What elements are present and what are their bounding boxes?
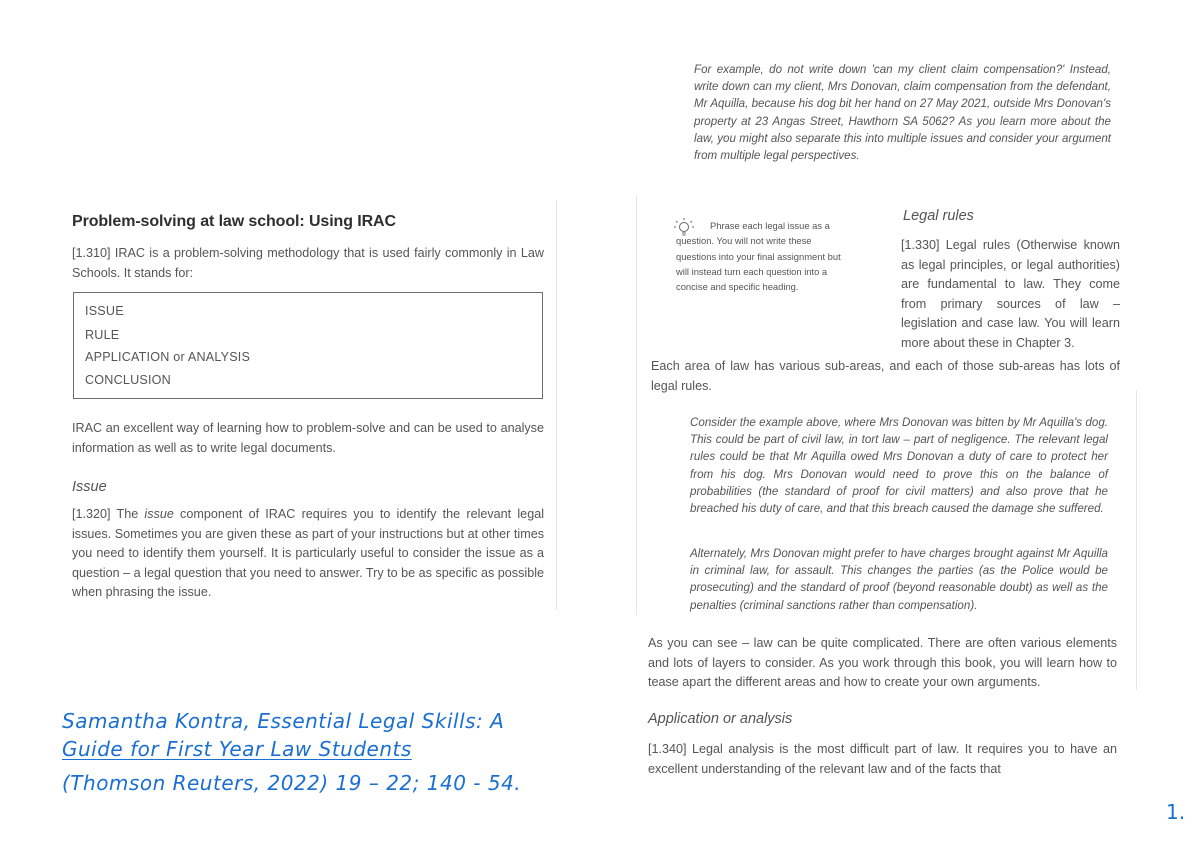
tip-callout xyxy=(676,218,846,294)
p1320-prefix: [1.320] The xyxy=(72,507,145,521)
paragraph-complicated: As you can see – law can be quite complicated. There are often various elements and lots of layers to consider. As you work through this book, you will learn how to tease apart the different areas and how to create your own arguments. xyxy=(648,636,1117,689)
p1320-rest: component of IRAC requires you to identify the relevant legal issues. Sometimes you are given these as part of your instructions but at other times you need to identify them yourself. It is particularly useful to consider the issue as a question – a legal question that you need to answer. Try to be as specific as possible when phrasing the issue. xyxy=(72,507,544,599)
tip-text-first: Phrase each legal issue as a question. You will not xyxy=(676,220,830,247)
application-heading: Application or analysis xyxy=(648,711,793,727)
example-issue-phrasing: For example, do not write down 'can my client claim compensation?' Instead, write down can my client, Mrs Donovan, claim compensation from the defendant, Mr Aquilla, because his dog bit her hand on 27 May 2021, outside Mrs Donovan's property at 23 Angas Street, Hawthorn SA 5062? As you learn more about the law, you might also separate this into multiple issues and consider your argument from multiple legal perspectives. xyxy=(694,63,1111,163)
irac-box xyxy=(73,292,543,399)
paragraph-1-320 xyxy=(72,505,544,603)
paragraph-sub-areas: Each area of law has various sub-areas, and each of those sub-areas has lots of legal rules. xyxy=(651,359,1120,393)
irac-application: APPLICATION or ANALYSIS xyxy=(85,350,251,364)
irac-issue: ISSUE xyxy=(85,304,124,318)
issue-heading: Issue xyxy=(72,479,107,495)
section-title: Problem-solving at law school: Using IRAC xyxy=(72,213,396,230)
right-page-edge xyxy=(636,195,637,615)
irac-conclusion: CONCLUSION xyxy=(85,373,171,387)
right-margin-line xyxy=(1136,390,1137,690)
handwritten-citation-line-2: Guide for First Year Law Students xyxy=(62,737,412,761)
legal-rules-heading: Legal rules xyxy=(903,208,974,224)
paragraph-irac: IRAC an excellent way of learning how to problem-solve and can be used to analyse information as well as to write legal documents. xyxy=(72,421,544,455)
paragraph-1-330: [1.330] Legal rules (Otherwise known as legal principles, or legal authorities) are fundamental to law. They come from primary sources of law – legislation and case law. You will learn more about these in Chapter 3. xyxy=(901,238,1120,350)
p1320-emphasis: issue xyxy=(144,507,174,521)
irac-rule: RULE xyxy=(85,328,120,342)
example-donovan-tort: Consider the example above, where Mrs Donovan was bitten by Mr Aquilla's dog. This could be part of civil law, in tort law – part of negligence. The relevant legal rules could be that Mr Aquilla owed Mrs Donovan a duty of care to protect her from his dog. Mrs Donovan would need to prove this on the balance of probabilities (the standard of proof for civil matters) and also prove that he breached his duty of care, and that this breach caused the damage she suffered. xyxy=(690,416,1108,516)
handwritten-page-number: 1. xyxy=(1166,800,1186,824)
paragraph-1-340: [1.340] Legal analysis is the most difficult part of law. It requires you to have an excellent understanding of the relevant law and of the facts that xyxy=(648,742,1117,776)
handwritten-citation-line-1: Samantha Kontra, Essential Legal Skills: A xyxy=(62,709,505,733)
handwritten-citation-line-3: (Thomson Reuters, 2022) 19 – 22; 140 - 54. xyxy=(62,771,522,795)
example-donovan-criminal: Alternately, Mrs Donovan might prefer to have charges brought against Mr Aquilla in criminal law, for assault. This changes the parties (as the Police would be prosecuting) and the standard of proof (beyond reasonable doubt) as well as the penalties (criminal sanctions rather than compensation). xyxy=(690,547,1108,612)
left-page-edge xyxy=(556,200,557,610)
tip-text-rest: write these questions into your final assignment but will instead turn each question into a concise and specific heading. xyxy=(676,235,841,293)
paragraph-1-310: [1.310] IRAC is a problem-solving methodology that is used fairly commonly in Law Schools. It stands for: xyxy=(72,246,544,280)
